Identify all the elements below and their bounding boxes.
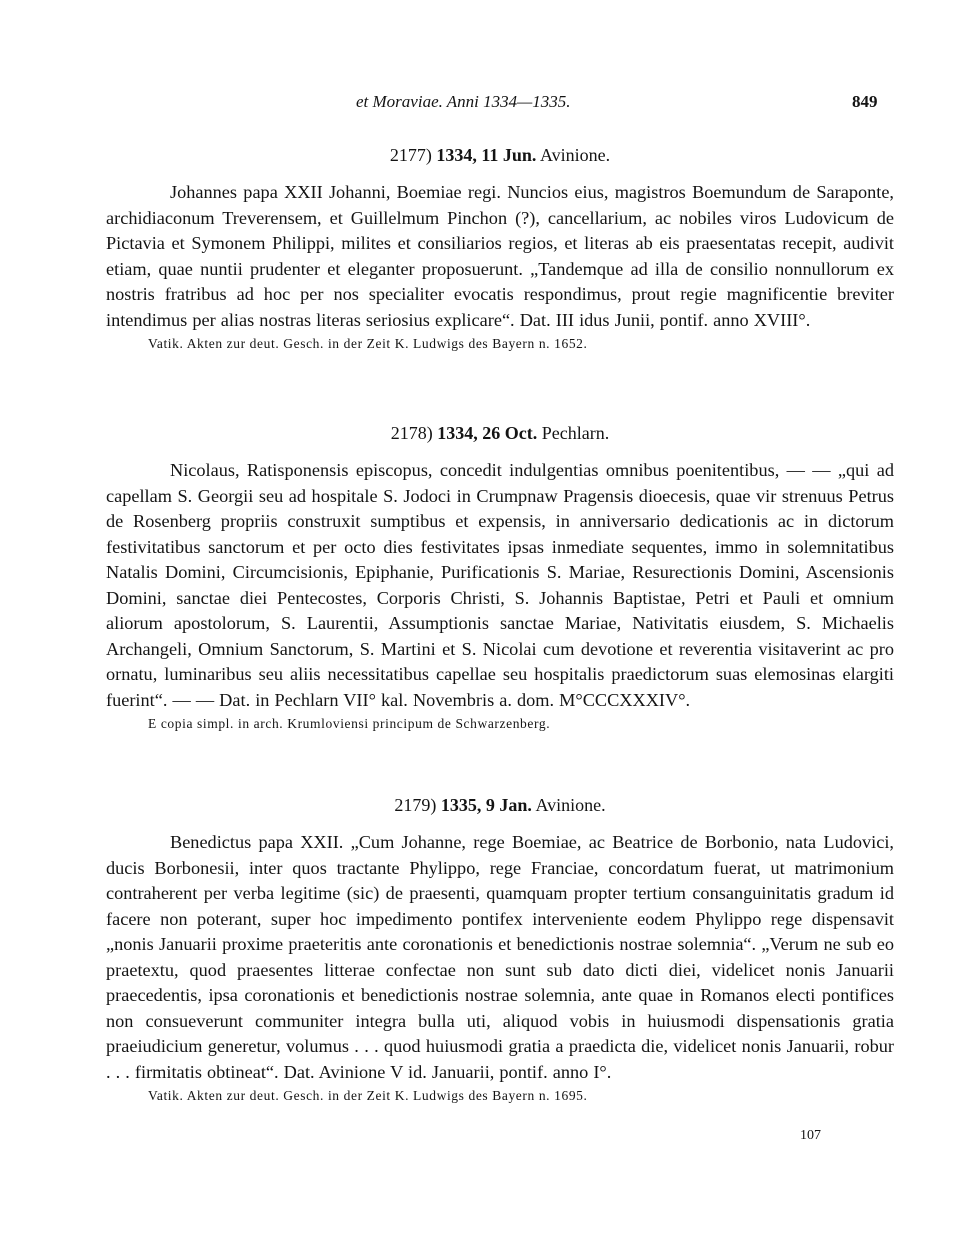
entry-source: Vatik. Akten zur deut. Gesch. in der Zeit K. Ludwigs des Bayern n. 1695. xyxy=(148,1088,588,1103)
entry-heading xyxy=(106,790,894,820)
entry-date: 1334, 26 Oct. xyxy=(437,423,538,443)
entry-number: 2178) xyxy=(390,423,433,443)
entry-date: 1334, 11 Jun. xyxy=(436,145,537,165)
entry-heading xyxy=(106,418,894,448)
entry-2178 xyxy=(106,418,894,732)
entry-place: Avinione. xyxy=(539,145,611,165)
entry-date: 1335, 9 Jan. xyxy=(440,795,532,815)
entry-number: 2177) xyxy=(389,145,432,165)
entry-text: Johannes papa XXII Johanni, Boemiae regi. Nuncios eius, magistros Boemundum de Saraponte, archidiaconum Treverensem, et Guillelmum Pinchon (?), cancellarium, ac nobiles viros Ludovicum de Pictavia et Symonem Philippi, milites et consiliarios regios, et literas ab eis praesentatas recepit, audivit etiam, quae nuntii prudenter et eleganter proposuerunt. „Tandemque ad illa de consilio nonnullorum ex nostris fratribus ad hoc per nos specialiter evocatis respondimus, prout regie magnificentie breviter intendimus per alias nostras literas seriosius explicare“. Dat. III idus Junii, pontif. anno XVIII°. xyxy=(106,182,894,330)
entry-source: Vatik. Akten zur deut. Gesch. in der Zeit K. Ludwigs des Bayern n. 1652. xyxy=(148,336,588,351)
entry-heading xyxy=(106,140,894,170)
entry-text: Benedictus papa XXII. „Cum Johanne, rege Boemiae, ac Beatrice de Borbonio, nata Ludovici, ducis Borbonesii, inter quos tractante Phylippo, rege Franciae, concordatum fuerat, ut matrimonium contraherent per verba legitime (sic) de praesenti, quamquam propter tertium consanguinitatis gradum id facere non poterant, super hoc impedimento pontifex interveniente eodem Phylippo rege dispensavit „nonis Januarii proxime praeteritis ante coronationis et benedictionis nostrae solemnia“. „Verum ne sub eo praetextu, quod praesentes litterae confectae non sunt sub dato dicti diei, videlicet nonis Januarii praecedentis, ipsa coronationis et benedictionis nostrae solemnia, ante quae in Romanos electi pontifices non consueverunt communiter integra bulla uti, aliquod vobis in huiusmodi dispensationis gratia praeiudicium generetur, volumus . . . quod huiusmodi gratia a praedicta die, videlicet nonis Januarii, robur . . . firmitatis obtineat“. Dat. Avinione V id. Januarii, pontif. anno I°. xyxy=(106,832,894,1082)
entry-place: Pechlarn. xyxy=(541,423,610,443)
entry-place: Avinione. xyxy=(535,795,606,815)
running-head: et Moraviae. Anni 1334—1335. xyxy=(356,92,571,111)
entry-2177 xyxy=(106,140,894,352)
entry-source: E copia simpl. in arch. Krumloviensi principum de Schwarzenberg. xyxy=(148,716,551,731)
printer-signature: 107 xyxy=(800,1128,821,1143)
entry-number: 2179) xyxy=(394,795,437,815)
entry-2179 xyxy=(106,790,894,1104)
page-number: 849 xyxy=(852,92,878,111)
entry-text: Nicolaus, Ratisponensis episcopus, concedit indulgentias omnibus poenitentibus, — — „qui ad capellam S. Georgii seu ad hospitale S. Jodoci in Crumpnaw Pragensis dioecesis, quae vir strenuus Petrus de Rosenberg propriis construxit sumptibus et expensis, in anniversario dedicationis ac in dictorum festivitatibus sanctorum et per octo dies festivitates ipsas inmediate sequentes, immo in solemnitatibus Natalis Domini, Circumcisionis, Epiphanie, Purificationis S. Mariae, Resurectionis Domini, Ascensionis Domini, sanctae diei Pentecostes, Corporis Christi, S. Johannis Baptistae, Petri et Pauli et omnium aliorum apostolorum, S. Laurentii, Assumptionis sanctae Mariae, Nativitatis eiusdem, S. Michaelis Archangeli, Omnium Sanctorum, S. Martini et S. Nicolai cum devotione et reverentia visitaverint ac pro ornatu, luminaribus seu aliis necessitatibus capellae seu hospitalis praedictorum suas elemosinas elargiti fuerint“. — — Dat. in Pechlarn VII° kal. Novembris a. dom. M°CCCXXXIV°. xyxy=(106,460,894,710)
